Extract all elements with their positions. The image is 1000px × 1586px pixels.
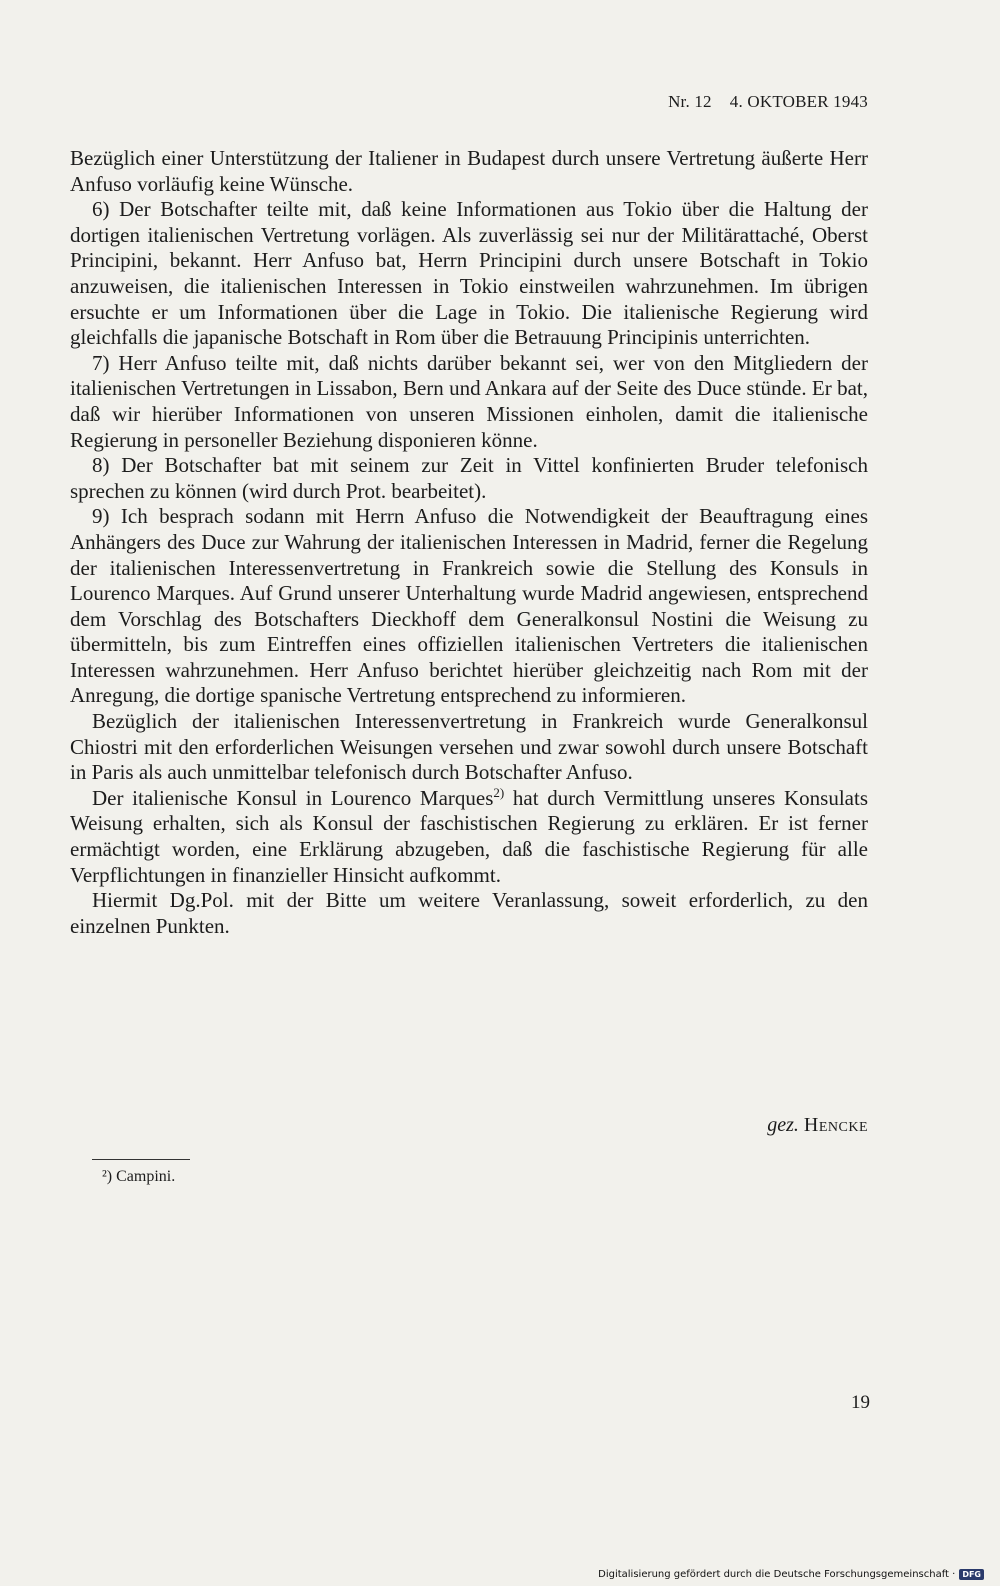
paragraph-point-9: 9) Ich besprach sodann mit Herrn Anfuso die Notwendigkeit der Beauftragung eines Anhängers des Duce zur Wahrung der italienischen Interessen in Madrid, ferner die Regelung der italienischen Interessenvertretung in Frankreich sowie die Stellung des Konsuls in Lourenco Marques. Auf Grund unserer Unterhaltung wurde Madrid angewiesen, entsprechend dem Vorschlag des Botschafters Dieckhoff dem Generalkonsul Nostini die Weisung zu übermitteln, bis zum Eintreffen eines offiziellen italienischen Vertreters die italienischen Interessen wahrzunehmen. Herr Anfuso berichtet hierüber gleichzeitig nach Rom mit der Anregung, die dortige spanische Vertretung entsprechend zu informieren.: [70, 504, 868, 708]
signature-name: Hencke: [803, 1114, 868, 1136]
paragraph-point-8: 8) Der Botschafter bat mit seinem zur Zeit in Vittel konfinierten Bruder telefonisch sprechen zu können (wird durch Prot. bearbeitet).: [70, 453, 868, 503]
digitization-credit: [598, 1569, 984, 1580]
running-head: [0, 92, 868, 112]
footnote: [102, 1168, 175, 1186]
paragraph-konsul-end: hat durch Vermittlung unseres Konsulats Weisung erhalten, sich als Konsul der faschistischen Regierung zu erklären. Er ist ferner ermächtigt worden, eine Erklärung abzugeben, daß die faschistische Regierung für alle Verpflichtungen in finanzieller Hinsicht aufkommt.: [70, 785, 868, 887]
signature-prefix: gez.: [767, 1114, 799, 1136]
document-date: 4. OKTOBER 1943: [729, 92, 868, 111]
paragraph-konsul: [70, 786, 868, 888]
paragraph-budapest: Bezüglich einer Unterstützung der Italiener in Budapest durch unsere Vertretung äußerte Herr Anfuso vorläufig keine Wünsche.: [70, 146, 868, 196]
credit-text: Digitalisierung gefördert durch die Deutsche Forschungsgemeinschaft ·: [598, 1569, 956, 1580]
footnote-divider: [92, 1159, 190, 1160]
paragraph-final: Hiermit Dg.Pol. mit der Bitte um weitere Veranlassung, soweit erforderlich, zu den einzelnen Punkten.: [70, 888, 868, 938]
footnote-reference: 2): [493, 784, 505, 800]
paragraph-point-6: 6) Der Botschafter teilte mit, daß keine Informationen aus Tokio über die Haltung der dortigen italienischen Vertretung vorlägen. Als zuverlässig sei nur der Militärattaché, Oberst Principini, bekannt. Herr Anfuso bat, Herrn Principini durch unsere Botschaft in Tokio anzuweisen, die italienischen Interessen in Tokio einstweilen wahrzunehmen. Im übrigen ersuchte er um Informationen über die Lage in Tokio. Die italienische Regierung wird gleichfalls die japanische Botschaft in Rom über die Betrauung Principinis unterrichten.: [70, 197, 868, 350]
page-number: 19: [851, 1392, 870, 1413]
paragraph-point-7: 7) Herr Anfuso teilte mit, daß nichts darüber bekannt sei, wer von den Mitgliedern der italienischen Vertretungen in Lissabon, Bern und Ankara auf der Seite des Duce stünde. Er bat, daß wir hierüber Informationen von unseren Missionen einholen, damit die italienische Regierung in personeller Beziehung disponieren könne.: [70, 350, 868, 452]
footnote-mark: ²): [102, 1168, 113, 1185]
document-number: Nr. 12: [668, 92, 712, 111]
footnote-text: Campini.: [116, 1168, 176, 1185]
signature: [0, 1114, 868, 1137]
dfg-logo: DFG: [959, 1569, 984, 1580]
paragraph-frankreich: Bezüglich der italienischen Interessenvertretung in Frankreich wurde Generalkonsul Chiostri mit den erforderlichen Weisungen versehen und zwar sowohl durch unsere Botschaft in Paris als auch unmittelbar telefonisch durch Botschafter Anfuso.: [70, 709, 868, 785]
paragraph-konsul-start: Der italienische Konsul in Lourenco Marques: [92, 785, 494, 810]
body-text: [70, 146, 868, 939]
